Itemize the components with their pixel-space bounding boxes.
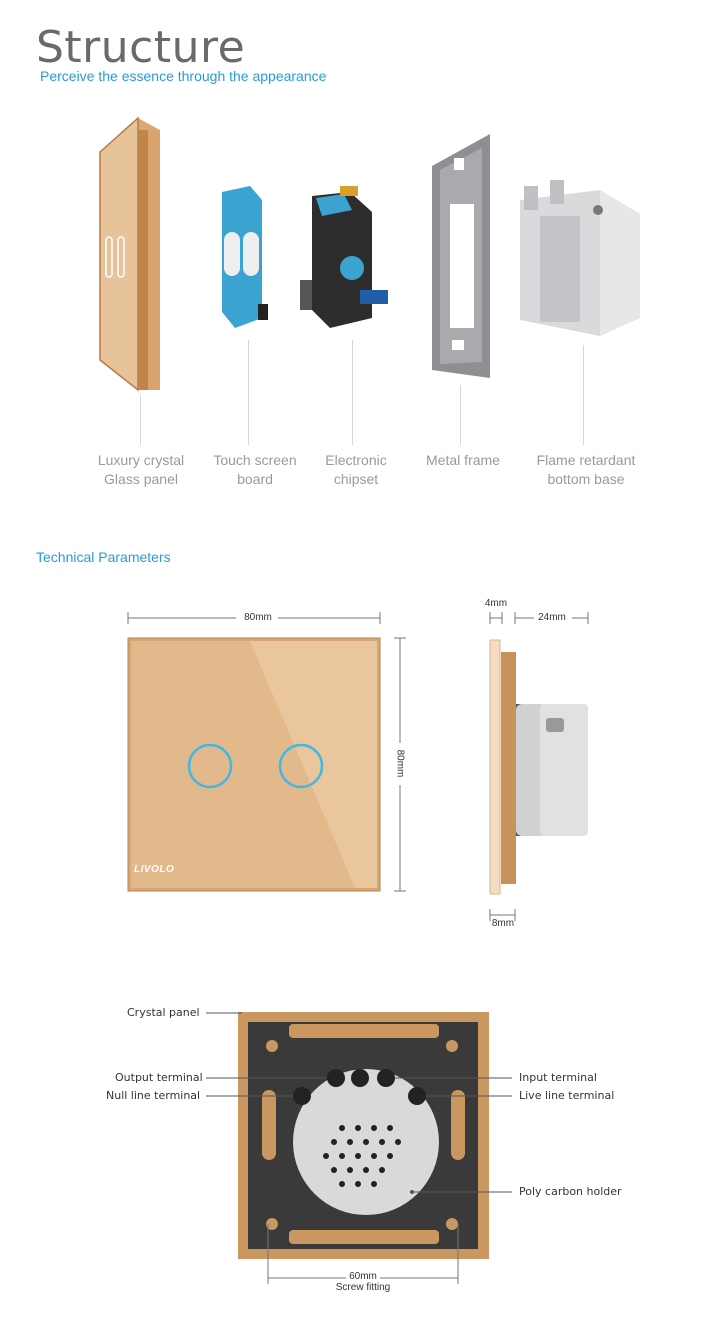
callout-input-terminal: Input terminal (519, 1071, 597, 1084)
side-depth-dimension: 24mm (538, 612, 566, 623)
glass-panel-image (100, 118, 160, 390)
page-title: Structure (36, 22, 246, 73)
callout-poly-carbon-holder: Poly carbon holder (519, 1185, 622, 1198)
leader-line (352, 340, 353, 445)
callout-live-line-terminal: Live line terminal (519, 1089, 615, 1102)
leader-line (460, 385, 461, 445)
leader-line (140, 395, 141, 445)
back-view-diagram (0, 1000, 720, 1300)
front-view-diagram (0, 600, 720, 920)
side-bottom-dimension: 8mm (491, 918, 515, 929)
part-label-bottom-base: Flame retardant bottom base (536, 452, 636, 487)
leader-line (583, 345, 584, 445)
page-subtitle: Perceive the essence through the appearance (40, 68, 327, 84)
brand-logo: LIVOLO (134, 864, 175, 875)
part-label-chipset: Electronic chipset (325, 452, 387, 487)
part-label-touch-board: Touch screen board (213, 452, 297, 487)
structure-illustration (0, 100, 720, 400)
touch-board-image (222, 186, 268, 328)
leader-line (248, 340, 249, 445)
screw-distance-dimension: 60mm (349, 1271, 377, 1282)
front-width-dimension: 80mm (244, 612, 272, 623)
technical-parameters-title: Technical Parameters (36, 549, 171, 565)
callout-output-terminal: Output terminal (115, 1071, 203, 1084)
side-glass-dimension: 4mm (484, 598, 508, 609)
bottom-base-image (520, 180, 640, 336)
part-label-glass-panel: Luxury crystal Glass panel (97, 452, 185, 487)
callout-null-line-terminal: Null line terminal (106, 1089, 201, 1102)
screw-fitting-label: Screw fitting (335, 1282, 391, 1293)
part-label-metal-frame: Metal frame (426, 452, 500, 468)
chipset-image (300, 186, 388, 328)
metal-frame-image (432, 134, 490, 378)
front-height-dimension: 80mm (394, 749, 406, 778)
callout-crystal-panel: Crystal panel (127, 1006, 200, 1019)
